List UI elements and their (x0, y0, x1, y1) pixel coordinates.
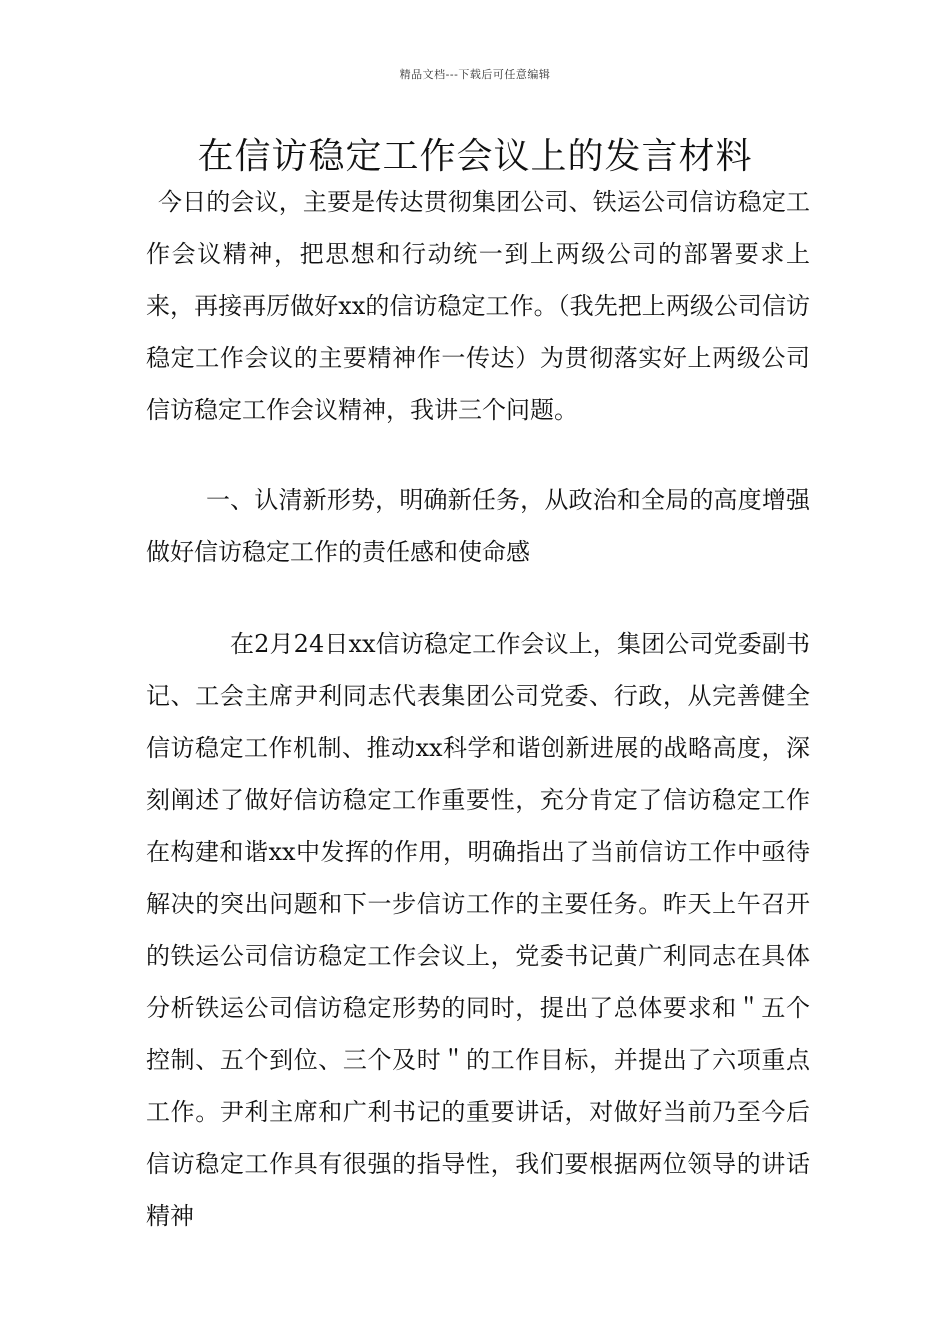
paragraph-section-heading: 一、认清新形势，明确新任务，从政治和全局的高度增强做好信访稳定工作的责任感和使命感 (146, 486, 810, 566)
paragraph-intro: 今日的会议，主要是传达贯彻集团公司、铁运公司信访稳定工作会议精神，把思想和行动统一到上两级公司的部署要求上来，再接再厉做好xx的信访稳定工作。（我先把上两级公司信访稳定工作会议的主要精神作一传达）为贯彻落实好上两级公司信访稳定工作会议精神，我讲三个问题。 (146, 188, 810, 424)
header-note: 精品文档---下载后可任意编辑 (399, 68, 551, 81)
paragraph-body: 在2月24日xx信访稳定工作会议上，集团公司党委副书记、工会主席尹利同志代表集团公司党委、行政，从完善健全信访稳定工作机制、推动xx科学和谐创新进展的战略高度，深刻阐述了做好信访稳定工作重要性，充分肯定了信访稳定工作在构建和谐xx中发挥的作用，明确指出了当前信访工作中亟待解决的突出问题和下一步信访工作的主要任务。昨天上午召开的铁运公司信访稳定工作会议上，党委书记黄广利同志在具体分析铁运公司信访稳定形势的同时，提出了总体要求和＂五个控制、五个到位、三个及时＂的工作目标，并提出了六项重点工作。尹利主席和广利书记的重要讲话，对做好当前乃至今后信访稳定工作具有很强的指导性，我们要根据两位领导的讲话精神 (146, 630, 810, 1230)
document-title: 在信访稳定工作会议上的发言材料 (197, 136, 753, 177)
